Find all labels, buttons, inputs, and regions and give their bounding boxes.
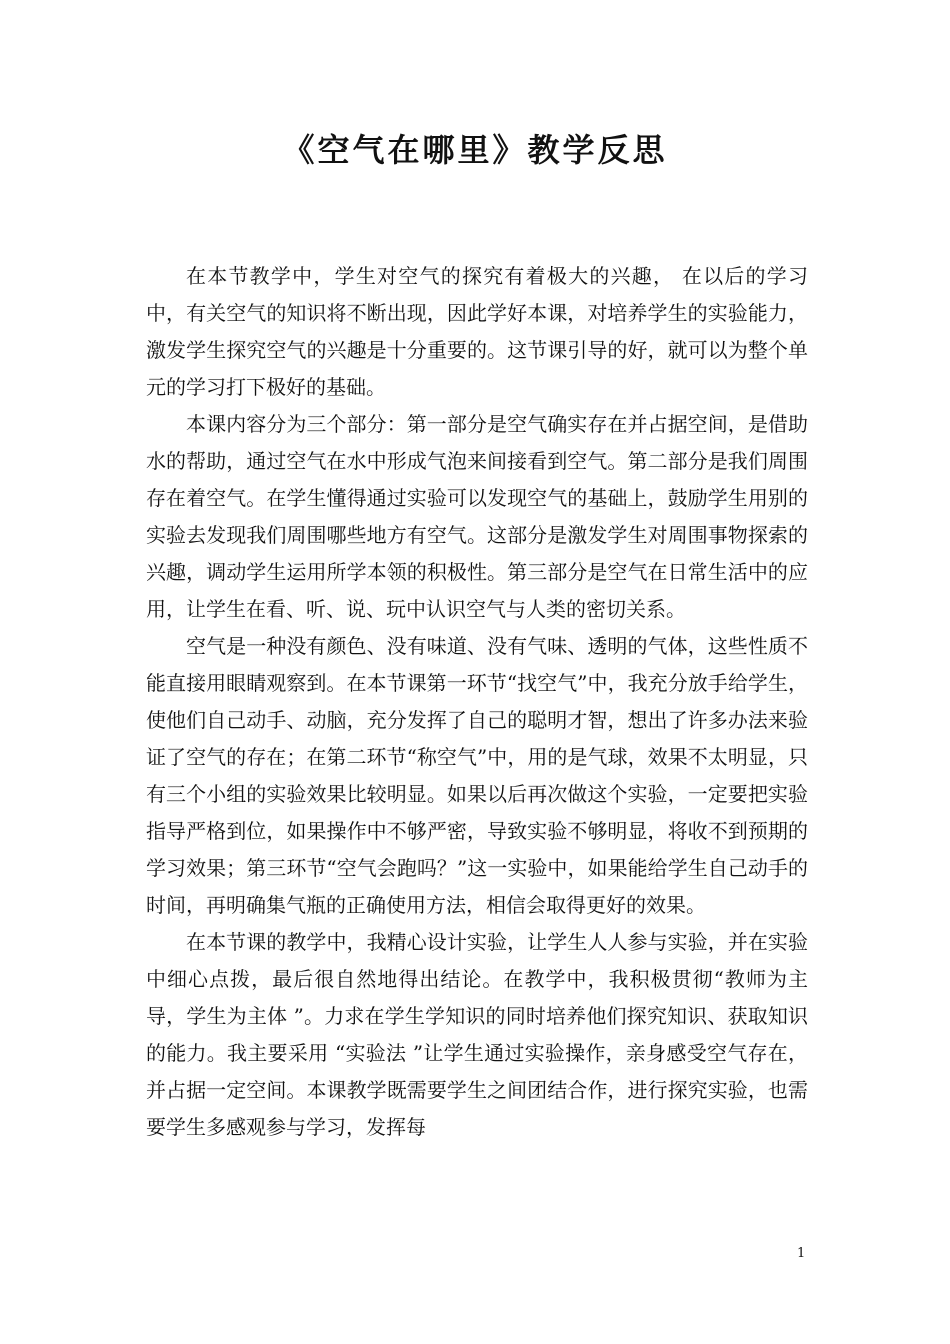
paragraph-2: 本课内容分为三个部分：第一部分是空气确实存在并占据空间，是借助水的帮助，通过空气在水中形成气泡来间接看到空气。第二部分是我们周围存在着空气。在学生懂得通过实验可以发现空气的基础上，鼓励学生用别的实验去发现我们周围哪些地方有空气。这部分是激发学生对周围事物探索的兴趣，调动学生运用所学本领的积极性。第三部分是空气在日常生活中的应用，让学生在看、听、说、玩中认识空气与人类的密切关系。	[146, 412, 808, 621]
document-body	[146, 258, 808, 1146]
page-number: 1	[797, 1246, 806, 1261]
document-title: 《空气在哪里》教学反思	[282, 131, 668, 169]
paragraph-1: 在本节教学中，学生对空气的探究有着极大的兴趣， 在以后的学习中，有关空气的知识将不断出现，因此学好本课，对培养学生的实验能力，激发学生探究空气的兴趣是十分重要的。这节课引导的好，就可以为整个单元的学习打下极好的基础。	[146, 264, 808, 399]
paragraph-3: 空气是一种没有颜色、没有味道、没有气味、透明的气体，这些性质不能直接用眼睛观察到。在本节课第一环节“找空气”中，我充分放手给学生，使他们自己动手、动脑，充分发挥了自己的聪明才智，想出了许多办法来验证了空气的存在；在第二环节“称空气”中，用的是气球，效果不太明显，只有三个小组的实验效果比较明显。如果以后再次做这个实验，一定要把实验指导严格到位，如果操作中不够严密，导致实验不够明显，将收不到预期的学习效果；第三环节“空气会跑吗？”这一实验中，如果能给学生自己动手的时间，再明确集气瓶的正确使用方法，相信会取得更好的效果。	[146, 634, 808, 917]
paragraph-4: 在本节课的教学中，我精心设计实验，让学生人人参与实验，并在实验中细心点拨，最后很自然地得出结论。在教学中，我积极贯彻“教师为主导，学生为主体 ”。力求在学生学知识的同时培养他们探究知识、获取知识的能力。我主要采用 “实验法 ”让学生通过实验操作，亲身感受空气存在，并占据一定空间。本课教学既需要学生之间团结合作，进行探究实验，也需要学生多感观参与学习，发挥每	[146, 930, 808, 1139]
